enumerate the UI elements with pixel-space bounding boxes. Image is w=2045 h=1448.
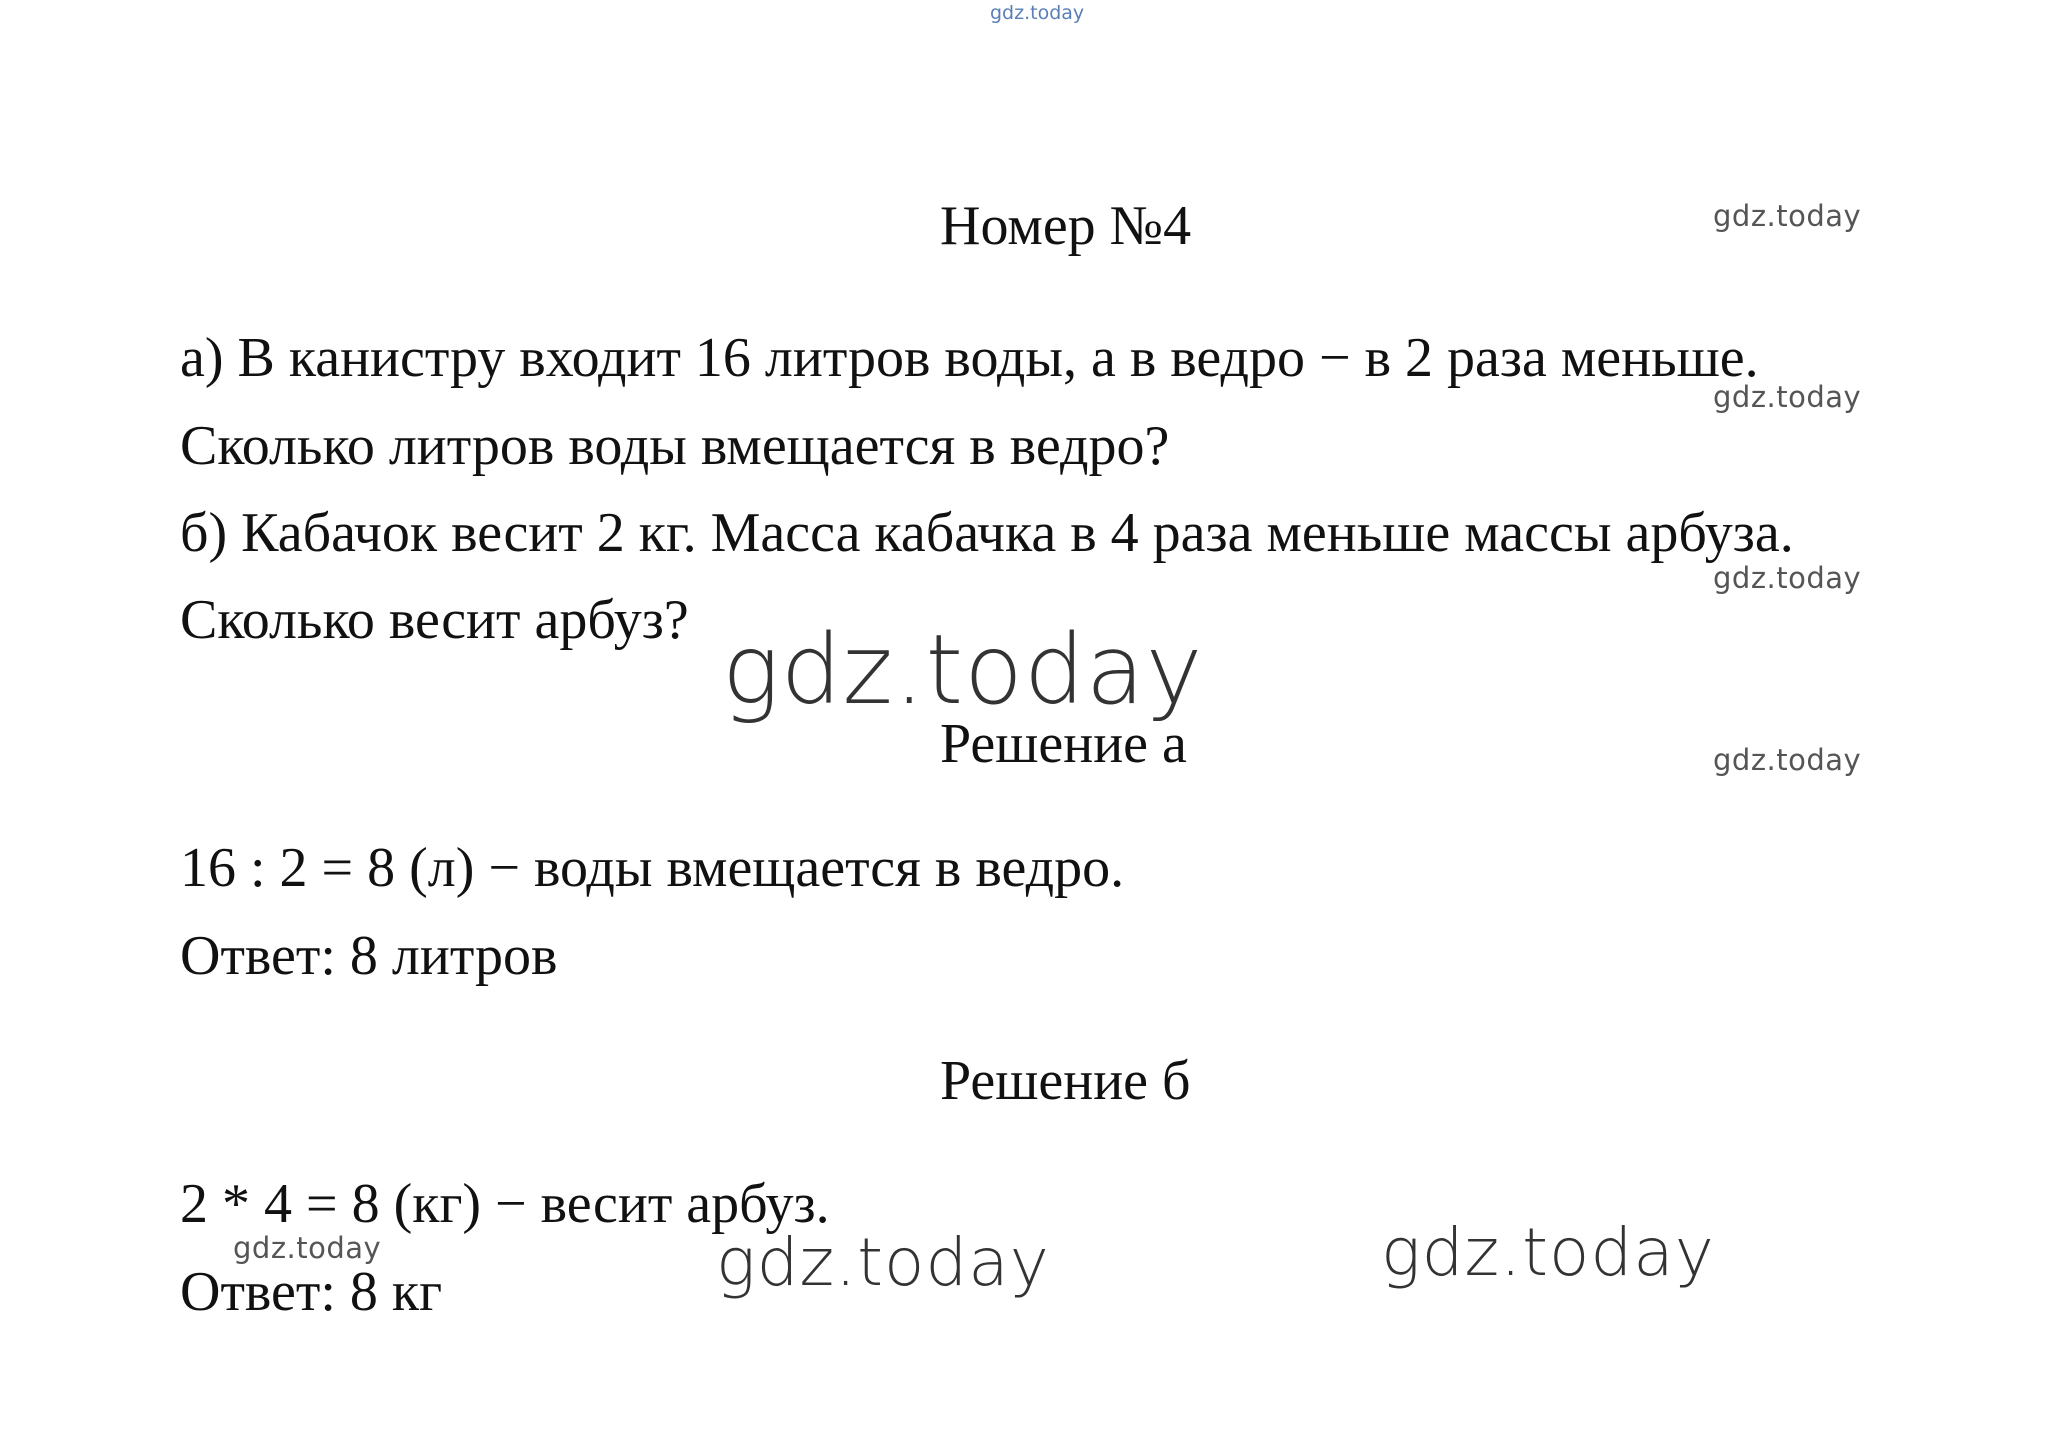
watermark-large-center: gdz.today	[722, 614, 1204, 726]
problem-a-line-2: Сколько литров воды вмещается в ведро?	[180, 415, 1170, 477]
problem-b-line-2: Сколько весит арбуз?	[180, 589, 689, 651]
page-title: Номер №4	[940, 195, 1192, 257]
solution-b-answer: Ответ: 8 кг	[180, 1261, 443, 1323]
watermark-title: gdz.today	[1713, 199, 1862, 233]
problem-b-line-1: б) Кабачок весит 2 кг. Масса кабачка в 4 раза меньше массы арбуза.	[180, 502, 1794, 564]
solution-b-heading: Решение б	[940, 1050, 1191, 1112]
solution-b-calc: 2 * 4 = 8 (кг) − весит арбуз.	[180, 1173, 830, 1235]
watermark-solution-a: gdz.today	[1713, 743, 1862, 777]
problem-a-line-1: а) В канистру входит 16 литров воды, а в ведро − в 2 раза меньше.	[180, 327, 1759, 389]
solution-a-answer: Ответ: 8 литров	[180, 925, 558, 987]
solution-a-heading: Решение а	[940, 713, 1187, 775]
watermark-problem-a: gdz.today	[1713, 380, 1862, 414]
watermark-large-bottom-left: gdz.today	[716, 1224, 1050, 1301]
watermark-solution-b: gdz.today	[233, 1231, 382, 1265]
solution-a-calc: 16 : 2 = 8 (л) − воды вмещается в ведро.	[180, 837, 1125, 899]
watermark-large-bottom-right: gdz.today	[1381, 1214, 1715, 1291]
watermark-top: gdz.today	[990, 2, 1085, 24]
watermark-problem-b: gdz.today	[1713, 561, 1862, 595]
